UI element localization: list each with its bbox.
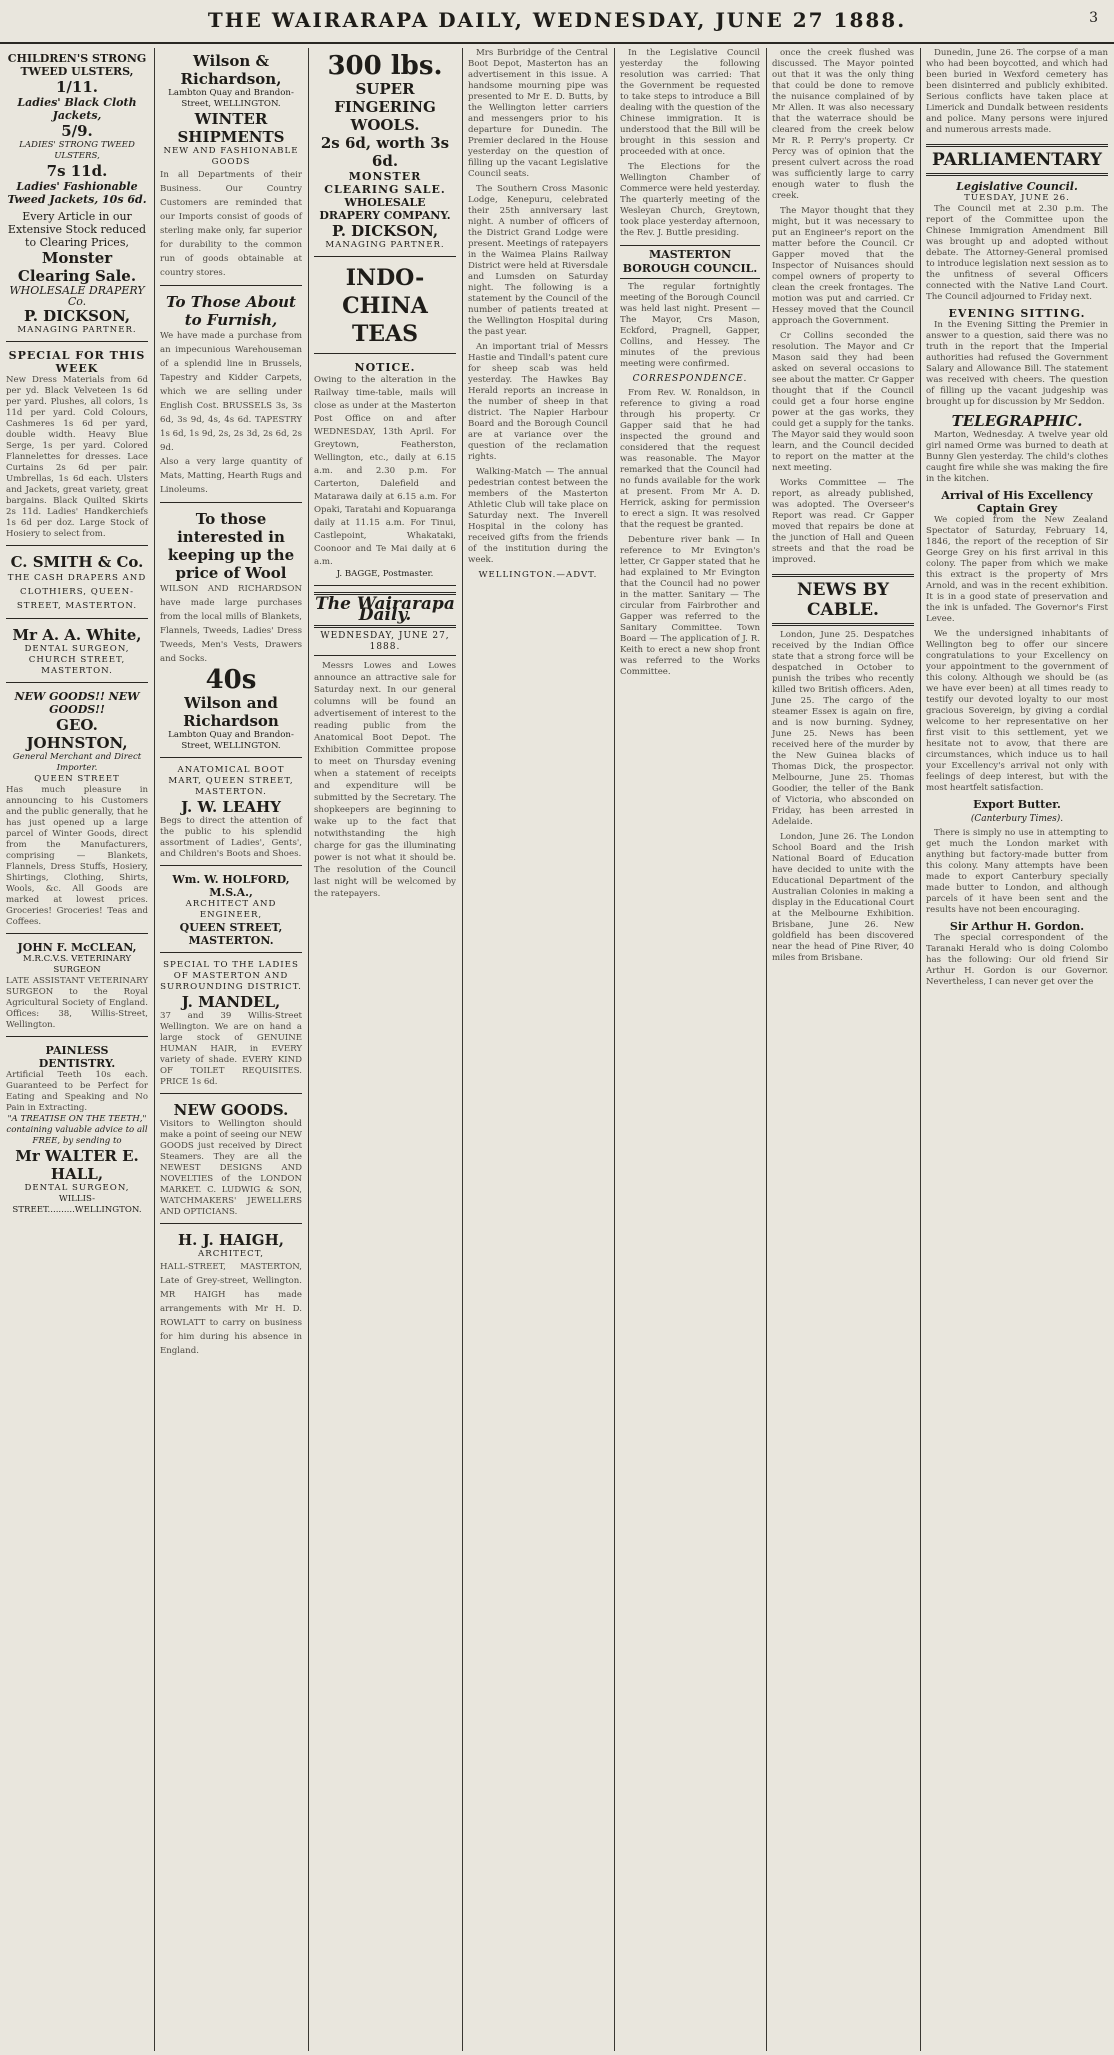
page-number: 3 [1089,10,1098,26]
column-rule [154,48,155,2051]
column-6 [768,48,918,2051]
article-paragraph: Marton, Wednesday. A twelve year old girl named Orme was burned to death at Bunny Glen yesterday. The child's clothes caught fire while she was making the fire in the kitchen. [926,430,1108,484]
ad-name: Mr WALTER E. HALL, [15,1147,139,1183]
ad-fingering-wools [314,48,456,257]
ad-line: LADIES' STRONG TWEED ULSTERS, [19,140,135,161]
ad-line: 5/9. [61,122,93,140]
ad-haigh [160,1227,302,1363]
article-paragraph: In the Legislative Council yesterday the following resolution was carried: That the Government be requested to take steps to introduce a Bill dealing with the question of the Chinese immigration. It is understood that the Bill will be brought in this session and proceeded with at once. [620,48,760,157]
ad-head: SPECIAL FOR THIS WEEK [8,349,146,375]
ad-mandel [160,956,302,1094]
article-paragraph: The regular fortnightly meeting of the Borough Council was held last night. Present — The Mayor, Crs Mason, Eckford, Pragnell, Gapper, Collins, and Hessey. The minutes of the previous meeting were confirmed. [620,282,760,369]
council-subheading: Legislative Council. [956,180,1078,193]
ad-addr: Lambton Quay and Brandon-Street, WELLINGTON. [168,88,294,109]
ad-role: ARCHITECT AND ENGINEER, [185,899,277,920]
ad-text: THE CASH DRAPERS AND CLOTHIERS, QUEEN-STREET, MASTERTON. [7,573,147,611]
ad-boot-mart [160,761,302,866]
ad-johnston [6,686,148,934]
column-rule [462,48,463,2051]
ad-text: Every Article in our Extensive Stock reduced to Clearing Prices, [7,210,147,249]
article-paragraph: Debenture river bank — In reference to Mr Evington's letter, Cr Gapper stated that he had explained to Mr Evington that the Council had no power in the matter. Sanitary — The circular from Fairbrother and Gapper was referred to the Sanitary Committee. Town Board — The application of J. R. Keith to erect a new shop front was referred to the Works Committee. [620,535,760,677]
article-paragraph: We copied from the New Zealand Spectator of Saturday, February 14, 1846, the report of the reception of Sir George Grey on his first arrival in this colony. The paper from which we make this extract is the property of Mrs Arnold, and was in the recent exhibition. It is in a good state of preservation and the ink is unfaded. The Governor's First Levee. [926,515,1108,624]
ad-name: Wilson and Richardson [183,694,279,730]
ad-name: H. J. HAIGH, [177,1231,285,1249]
ad-text: 37 and 39 Willis-Street Wellington. We are on hand a large stock of GENUINE HUMAN HAIR, in EVERY variety of shade. EVERY KIND OF TOILET REQUISITES. PRICE 1s 6d. [160,1011,302,1087]
column-rule [614,48,615,2051]
ad-text: New Dress Materials from 6d per yd. Black Velveteen 1s 6d per yard. Plushes, all colors, 1s 11d per yard. Cold Colours, Cashmeres 1s 6d per yard, double width. Heavy Blue Serge, 1s per yard. Colored Flannelettes for dresses. Lace Curtains 2s 6d per pair. Umbrellas, 1s 6d each. Ulsters and Jackets, great variety, great bargains. Black Quilted Skirts 2s 11d. Ladies' Handkerchiefs 1s 6d per doz. Large Stock of Hosiery to select from. [6,375,148,539]
article-paragraph: The Southern Cross Masonic Lodge, Kenepuru, celebrated their 25th anniversary last night. A number of officers of the District Grand Lodge were present. Meetings of ratepayers in the Waimea Plains Railway District were held at Riversdale and Lumsden on Saturday night. The following is a statement by the Council of the number of patients treated at the Wellington Hospital during the past year. [468,184,608,337]
ad-headline: Monster Clearing Sale. [17,249,137,285]
ad-wilson-richardson [160,48,302,286]
governor-heading: Arrival of His Excellency Captain Grey [941,489,1093,515]
ad-hall-dentist [6,1040,148,1221]
ad-name: P. DICKSON, [23,307,131,325]
ad-text: HALL-STREET, MASTERTON, Late of Grey-street, Wellington. MR HAIGH has made arrangements with Mr H. D. ROWLATT to carry on business for him during his absence in England. [160,1262,302,1356]
ad-street: QUEEN STREET [34,774,120,784]
article-paragraph: Mrs Burbridge of the Central Boot Depot, Masterton has an advertisement in this issue. A handsome mourning pipe was presented to Mr E. D. Butts, by the Wellington letter carriers and messengers prior to his departure for Dunedin. The Premier declared in the House yesterday on the question of filling up the vacant Legislative Council seats. [468,48,608,179]
column-rule [920,48,921,2051]
article-paragraph: The special correspondent of the Taranaki Herald who is doing Colombo has the following: Our old friend Sir Arthur H. Gordon is our Governor. Nevertheless, I can never get over the [926,933,1108,987]
butter-subheading: (Canterbury Times). [970,814,1064,824]
ad-text: WILSON AND RICHARDSON have made large purchases from the local mills of Blankets, Flannels, Tweeds, Ladies' Dress Tweeds, Men's Vests, Drawers and Socks. [160,584,302,664]
ad-holford [160,869,302,953]
notice-sign: J. BAGGE, Postmaster. [336,569,434,579]
notice-text: Owing to the alteration in the Railway time-table, mails will close as under at the Masterton Post Office on and after WEDNESDAY, 13th April. For Greytown, Featherston, Wellington, etc., daily at 6.15 a.m. and 2.30 p.m. For Carterton, Dalefield and Matarawa daily at 6.15 a.m. For Opaki, Taratahi and Kopuaranga daily at 11.15 a.m. For Tinui, Castlepoint, Whakataki, Coonoor and Te Mai daily at 6 a.m. [314,375,456,567]
ad-role: General Merchant and Direct Importer. [12,752,142,773]
evening-heading: EVENING SITTING. [948,307,1086,320]
ad-head: 300 lbs. [327,51,443,81]
ad-furnish [160,289,302,503]
cable-heading: NEWS BY CABLE. [772,574,914,626]
ad-role: MANAGING PARTNER. [17,325,137,335]
ad-line: CHILDREN'S STRONG TWEED ULSTERS, [7,52,147,78]
article-paragraph: Cr Collins seconded the resolution. The Mayor and Cr Mason said they had been asked on several occasions to see about the matter. Cr Gapper thought that if the Council could get a four horse engine power at the gas works, they could get a supply for the tanks. The Mayor said they would soon learn, and the Council decided to report on the matter at the next meeting. [772,331,914,473]
article-paragraph: Walking-Match — The annual pedestrian contest between the members of the Masterton Athletic Club will take place on Saturday next. The Inverell Hospital in the colony has received gifts from the friends of the institution during the week. [468,467,608,565]
ad-head: To Those About to Furnish, [166,293,296,329]
ad-text: Visitors to Wellington should make a point of seeing our NEW GOODS just received by Direct Steamers. They are all the NEWEST DESIGNS AND NOVELTIES of the LONDON MARKET. C. LUDWIG & SON, WATCHMAKERS' JEWELLERS AND OPTICIANS. [160,1119,302,1217]
article-paragraph: London, June 25. Despatches received by the Indian Office state that a strong force will be despatched in October to punish the tribes who recently killed two British officers. Aden, June 25. The cargo of the steamer Essex is again on fire, and is now burning. Sydney, June 25. News has been received here of the murder by the New Guinea blacks of Thomas Dick, the prospector. Melbourne, June 25. Thomas Goodier, the teller of the Bank of Victoria, who absconded on Friday, has been arrested in Adelaide. [772,630,914,827]
ad-teas [314,260,456,354]
ad-head: NEW GOODS!! NEW GOODS!! [14,690,140,716]
ad-name: GEO. JOHNSTON, [26,716,128,752]
article-paragraph: An important trial of Messrs Hastie and Tindall's patent cure for sheep scab was held yesterday. The Hawkes Bay Herald reports an increase in the number of sheep in that district. The Napier Harbour Board and the Borough Council are at variance over the question of the reclamation rights. [468,342,609,462]
ad-name: P. DICKSON, [331,222,439,240]
ad-role: DENTAL SURGEON, [24,644,130,654]
ad-head: INDO-CHINA TEAS [342,265,428,347]
mail-notice [314,357,456,586]
council-subheading: CORRESPONDENCE. [632,374,748,384]
article-text: Messrs Lowes and Lowes announce an attractive sale for Saturday next. In our general columns will be found an advertisement of interest to the reading public from the Anatomical Boot Depot. The Exhibition Committee propose to meet on Thursday evening when a statement of receipts and expenditure will be submitted by the Secretary. The shopkeepers are beginning to wake up to the fact that notwithstanding the high charge for gas the illuminating power is not what it should be. The resolution of the Council last night will be welcomed by the ratepayers. [314,661,456,899]
council-heading: MASTERTON BOROUGH COUNCIL. [620,245,760,279]
gordon-heading: Sir Arthur H. Gordon. [949,920,1085,933]
ad-firm: WHOLESALE DRAPERY Co. [9,284,145,308]
masthead-title: THE WAIRARAPA DAILY, WEDNESDAY, JUNE 27 1888. [207,8,907,32]
ad-text: Has much pleasure in announcing to his Customers and the public generally, that he has just opened up a large parcel of Winter Goods, direct from the Manufacturers, comprising — Blankets, Flannels, Dress Stuffs, Hosiery, Shirtings, Clothing, Shirts, Wools, &c. All Goods are marked at lowest prices. Groceries! Groceries! Teas and Coffees. [6,785,148,927]
ad-text: In all Departments of their Business. Our Country Customers are reminded that our Imports consist of goods of sterling make only, far superior for durability to the common run of goods obtainable at country stores. [160,170,302,278]
ad-addr: CHURCH STREET, MASTERTON. [28,655,126,676]
article-paragraph: There is simply no use in attempting to get much the London market with anything but factory-made butter from this colony. Many attempts have been made to export Canterbury specially made butter to London, and although parcels of it have been sent and the results have not been encouraging. [926,828,1108,915]
ad-name: Mr A. A. White, [12,626,142,644]
ad-head: ANATOMICAL BOOT MART, QUEEN STREET, MASTERTON. [168,765,294,797]
ad-name: Wilson & Richardson, [180,52,282,88]
ad-special [6,345,148,546]
ad-sale: MONSTER CLEARING SALE. [324,170,446,196]
column-rule [308,48,309,2051]
ad-note: Also a very large quantity of Mats, Matting, Hearth Rugs and Linoleums. [160,457,302,495]
ad-mcclean [6,937,148,1037]
ad-role: DENTAL SURGEON, [24,1183,130,1193]
ad-addr: WILLIS-STREET..........WELLINGTON. [12,1194,142,1215]
ad-line: 1/11. [55,78,98,96]
newspaper-logo: The Wairarapa Daily. [314,592,456,628]
ad-head: WINTER SHIPMENTS [177,110,285,146]
ad-addr: QUEEN STREET, MASTERTON. [179,921,283,947]
column-1 [2,48,152,2051]
ad-c-smith [6,549,148,619]
ad-addr: Lambton Quay and Brandon-Street, WELLINGTON. [168,730,294,751]
article-paragraph: once the creek flushed was discussed. The Mayor pointed out that it was the only thing that could be done to remove the nuisance complained of by Mr Allen. It was also necessary that the waterrace should be cleared from the creek below Mr R. P. Perry's property. Cr Percy was of opinion that the present culvert across the road was sufficiently large to carry enough water to flush the creek. [772,48,914,201]
ad-firm: WHOLESALE DRAPERY COMPANY. [319,196,451,222]
ad-role: M.R.C.V.S. VETERINARY SURGEON [22,954,132,975]
butter-heading: Export Butter. [973,798,1061,811]
ad-text: LATE ASSISTANT VETERINARY SURGEON to the Royal Agricultural Society of England. Offices: 38, Willis-Street, Wellington. [6,976,148,1030]
ad-quote: "A TREATISE ON THE TEETH," containing valuable advice to all FREE, by sending to [6,1114,148,1146]
article-paragraph: Works Committee — The report, as already published, was adopted. The Overseer's Report was read. Cr Gapper moved that repairs be done at the junction of Hall and Queen streets and that the road be improved. [772,478,914,565]
column-3 [310,48,460,2051]
article-paragraph: London, June 26. The London School Board and the Irish National Board of Education have decided to unite with the Educational Department of the Australian Colonies in making a display in the Educational Court at the Melbourne Exhibition. Brisbane, June 26. New goldfield has been discovered near the head of Pine River, 40 miles from Brisbane. [772,832,914,963]
column-rule [766,48,767,2051]
ad-text: Artificial Teeth 10s each. Guaranteed to be Perfect for Eating and Speaking and No Pain in Extracting. [6,1070,148,1113]
ad-wool [160,506,302,758]
article-paragraph: Dunedin, June 26. The corpse of a man who had been boycotted, and which had been buried in Wexford cemetery has been disinterred and publicly exhibited. Serious conflicts have taken place at Limerick and Dundalk between residents and police. Many persons were injured and numerous arrests made. [926,48,1108,135]
parl-date: TUESDAY, JUNE 26. [964,193,1070,203]
ad-text: We have made a purchase from an impecunious Warehouseman of a splendid line in Brussels, Tapestry and Kidder Carpets, which we are selling under English Cost. BRUSSELS 3s, 3s 6d, 3s 9d, 4s, 4s 6d. TAPESTRY 1s 6d, 1s 9d, 2s, 2s 3d, 2s 6d, 2s 9d. [160,331,302,453]
ad-name: JOHN F. McCLEAN, [17,941,137,954]
ad-new-goods [160,1097,302,1224]
ad-name: C. SMITH & Co. [10,553,144,571]
ad-head: SPECIAL TO THE LADIES OF MASTERTON AND SURROUNDING DISTRICT. [160,960,302,992]
masthead [0,0,1114,44]
ad-sub: SUPER FINGERING WOOLS. [334,80,436,134]
article-paragraph: From Rev. W. Ronaldson, in reference to giving a road through his property. Cr Gapper said that he had inspected the ground and considered that the request was reasonable. The Mayor remarked that the Council had no funds available for the work at present. From Mr A. D. Herrick, asking for permission to erect a sign. It was resolved that the request be granted. [620,388,760,530]
article-paragraph: The Elections for the Wellington Chamber of Commerce were held yesterday. The quarterly meeting of the Wesleyan Church, Greytown, took place yesterday afternoon, the Rev. J. Buttle presiding. [620,162,760,238]
ad-name: Wm. W. HOLFORD, M.S.A., [172,873,290,899]
article-paragraph: The Council met at 2.30 p.m. The report of the Committee upon the Chinese Immigration Amendment Bill was brought up and adopted without debate. The Attorney-General promised to introduce legislation next session as to the unfitness of several Officers connected with the Native Land Court. The Council adjourned to Friday next. [926,204,1108,302]
dateline: WEDNESDAY, JUNE 27, 1888. [314,631,456,656]
ad-price: 40s [205,665,257,695]
ad-head: PAINLESS DENTISTRY. [38,1044,116,1070]
ad-line: Ladies' Black Cloth Jackets, [17,96,137,122]
ad-text: Begs to direct the attention of the public to his splendid assortment of Ladies', Gents', and Children's Boots and Shoes. [160,816,302,859]
article-paragraph: We the undersigned inhabitants of Wellington beg to offer our sincere congratulations to your Excellency on your appointment to the government of this colony. Although we should be (as we have ever been) at all times ready to testify our devoted loyalty to our most gracious Sovereign, by giving a cordial welcome to her representative on her first visit to this settlement, yet we hesitate not to avow, that there are circumstances, which induce us to hail your Excellency's arrival not only with feelings of deep interest, but with the most heartfelt satisfaction. [926,629,1108,793]
column-2 [156,48,306,2051]
column-4 [464,48,612,2051]
ad-role: MANAGING PARTNER. [325,240,445,250]
ad-name: J. W. LEAHY [181,798,281,816]
ad-role: ARCHITECT, [198,1249,264,1259]
ad-sub: NEW AND FASHIONABLE GOODS [163,146,299,167]
article-paragraph: In the Evening Sitting the Premier in answer to a question, said there was no truth in the report that the Imperial authorities had refused the Government Salary and Allowance Bill. The statement was received with cheers. The question of filling up the vacant judgeship was brought up for discussion by Mr Seddon. [926,320,1108,407]
article-sign: WELLINGTON.—ADVT. [478,570,598,580]
ad-price: 2s 6d, worth 3s 6d. [320,134,450,170]
ad-line: Ladies' Fashionable Tweed Jackets, 10s 6d. [7,180,147,206]
column-5 [616,48,764,2051]
ad-name: J. MANDEL, [181,993,281,1011]
notice-head: NOTICE. [354,361,416,374]
ad-head: To those interested in keeping up the price of Wool [167,510,295,582]
parliamentary-heading: PARLIAMENTARY [926,144,1108,176]
article-paragraph: The Mayor thought that they might, but it was necessary to put an Engineer's report on the matter before the Council. Cr Gapper moved that the Inspector of Nuisances should compel owners of property to clean the creek frontages. The motion was put and carried. Cr Hessey moved that the Council approach the Government. [772,206,914,326]
ad-ulsters [6,48,148,342]
ad-head: NEW GOODS. [173,1101,289,1119]
ad-line: 7s 11d. [46,162,108,180]
ad-white-dentist [6,622,148,683]
telegraphic-heading: TELEGRAPHIC. [951,412,1083,430]
column-7 [922,48,1112,2051]
